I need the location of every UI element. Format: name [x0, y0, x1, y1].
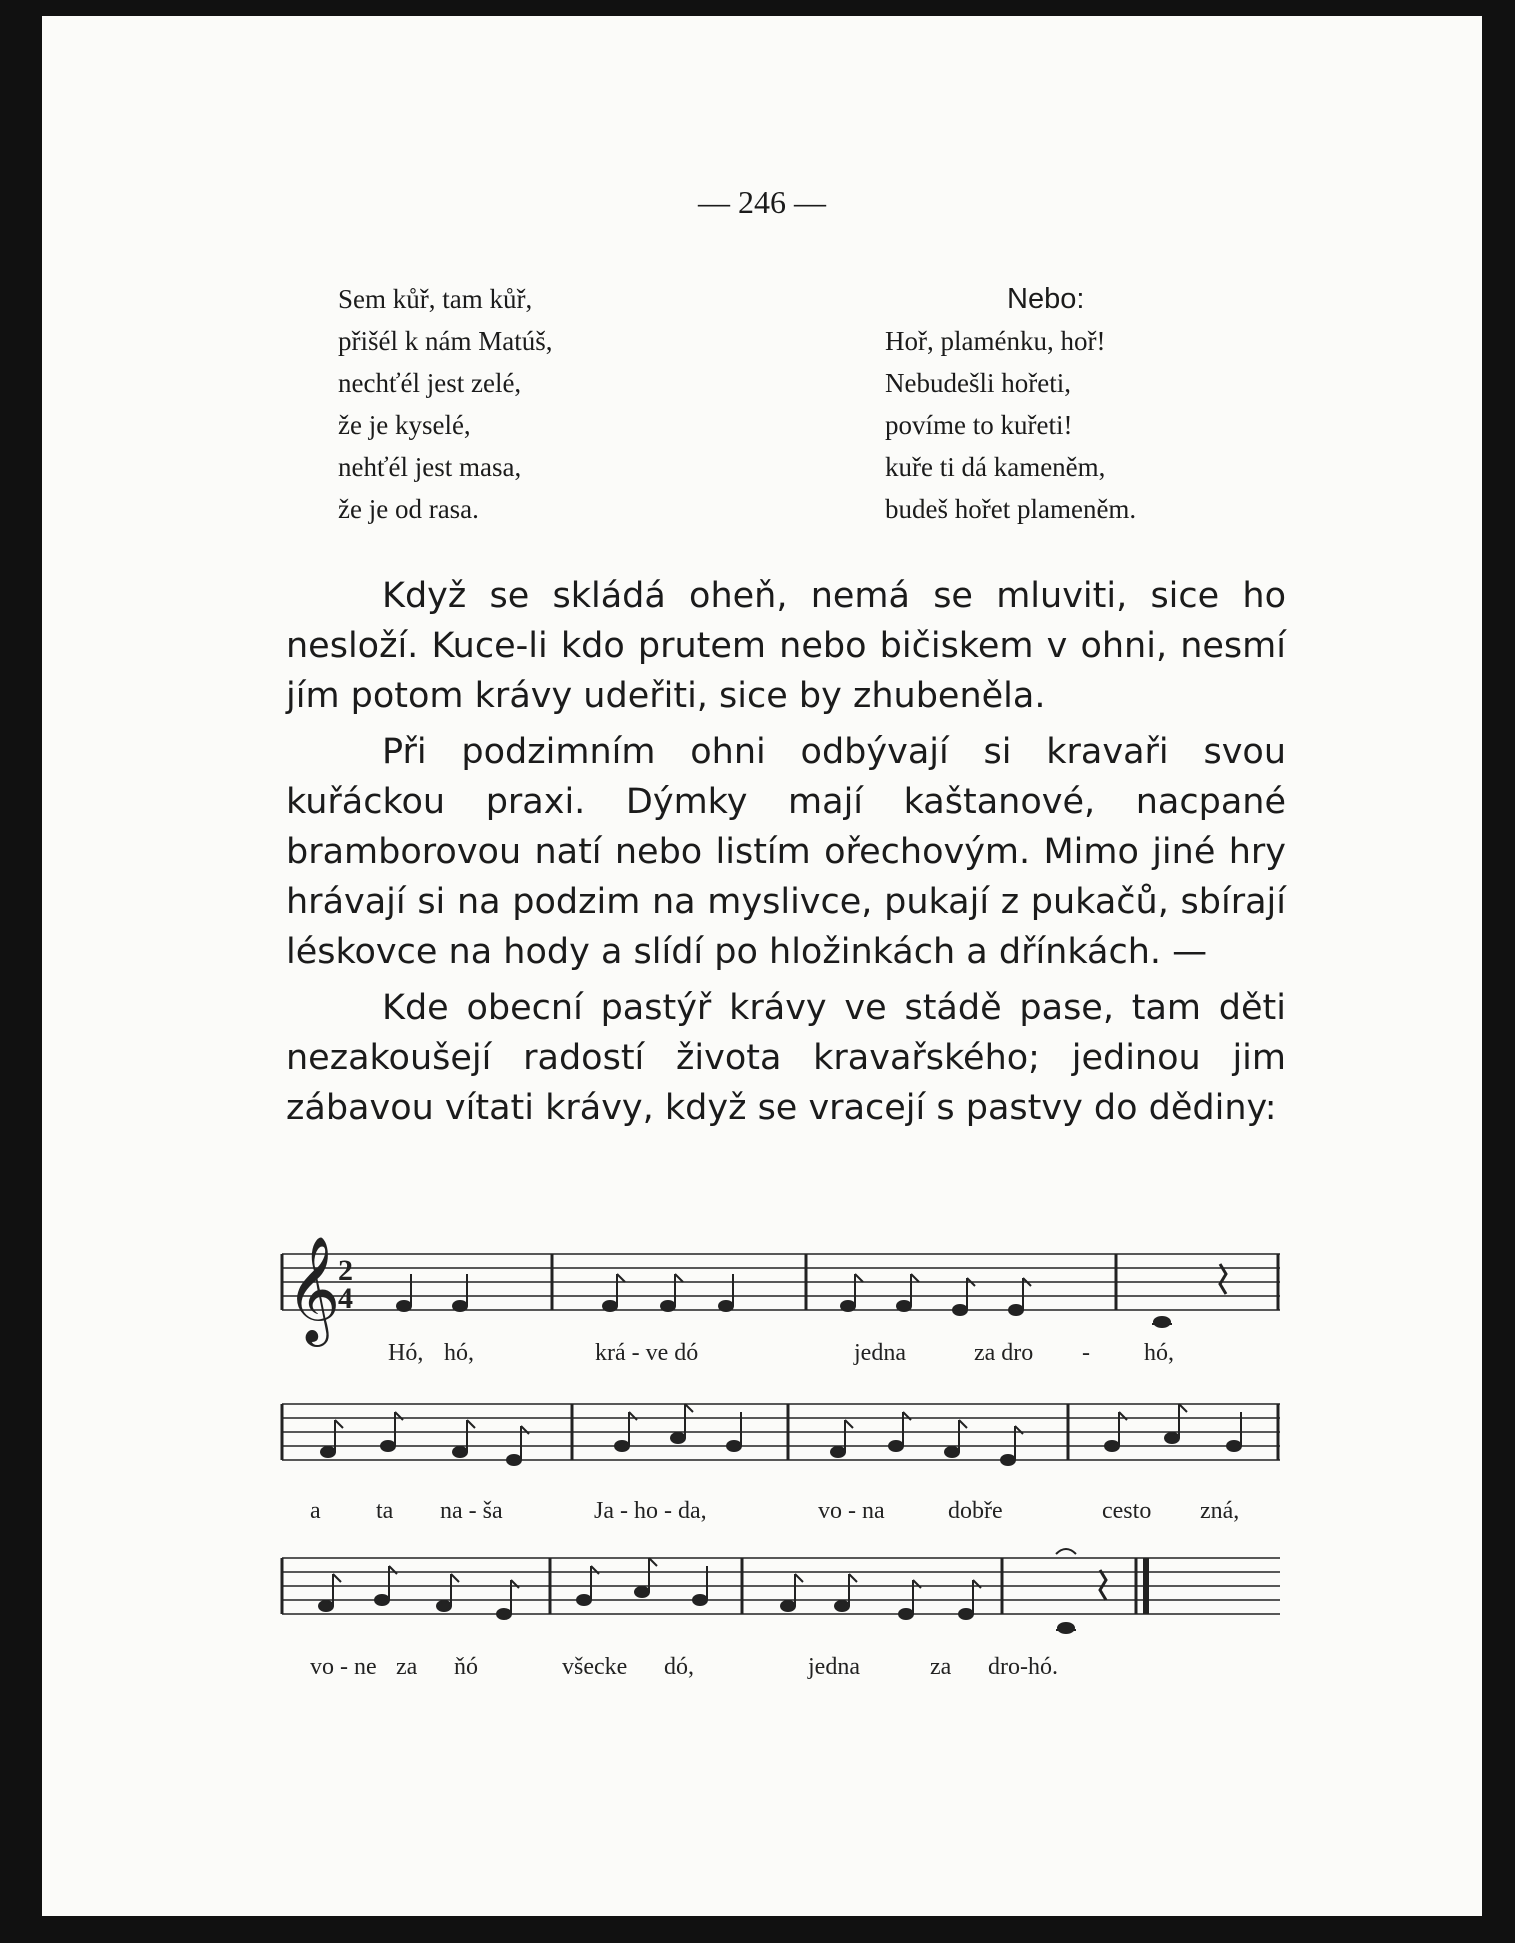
verse-line: povíme to kuřeti!: [885, 410, 1073, 440]
svg-text:vo - ne: vo - ne: [310, 1654, 377, 1680]
svg-text:hó,: hó,: [1144, 1340, 1174, 1366]
svg-text:dobře: dobře: [948, 1498, 1003, 1524]
music-notation: [42, 1236, 1482, 1696]
verse-line: budeš hořet plameněm.: [885, 494, 1137, 524]
verse-line: Nebudešli hořeti,: [885, 368, 1071, 398]
svg-text:Hó,: Hó,: [388, 1340, 424, 1366]
body-text: [286, 571, 1286, 1139]
paragraph: Při podzimním ohni odbývají si kravaři svou kuřáckou praxi. Dýmky mají kaštanové, nacpané bramborovou natí nebo listím ořechovým. Mimo jiné hry hrávají si na podzim na myslivce, pukají z pukačů, sbírají léskovce na hody a slídí po hložinkách a dřínkách. —: [286, 732, 1286, 972]
lyrics-line-3: [310, 1654, 1058, 1680]
svg-text:ňó: ňó: [454, 1654, 478, 1680]
verse-left: [338, 278, 718, 530]
staff-system-1: [282, 1254, 1280, 1310]
staff-system-2: [282, 1404, 1280, 1460]
notes-system-2: [321, 1404, 1241, 1465]
svg-text:zná,: zná,: [1200, 1498, 1240, 1524]
svg-text:-: -: [1082, 1340, 1090, 1366]
verse-heading: Nebo:: [1007, 283, 1085, 315]
svg-text:za dro: za dro: [974, 1340, 1034, 1366]
lyrics-line-2: [310, 1498, 1239, 1524]
treble-clef-icon: [286, 1237, 340, 1347]
svg-text:vo - na: vo - na: [818, 1498, 885, 1524]
svg-text:Ja - ho - da,: Ja - ho - da,: [594, 1498, 707, 1524]
svg-text:na - ša: na - ša: [440, 1498, 503, 1524]
svg-text:hó,: hó,: [444, 1340, 474, 1366]
svg-text:za: za: [396, 1654, 418, 1680]
verse-line: přišél k nám Matúš,: [338, 326, 553, 356]
svg-text:jedna: jedna: [808, 1654, 860, 1680]
time-signature: [338, 1254, 353, 1315]
notes-system-3: [319, 1549, 1106, 1633]
svg-text:jedna: jedna: [854, 1340, 906, 1366]
svg-text:4: 4: [338, 1282, 353, 1315]
verse-line: nehťél jest masa,: [338, 452, 522, 482]
svg-text:2: 2: [338, 1254, 353, 1287]
svg-text:krá - ve dó: krá - ve dó: [595, 1340, 699, 1366]
verse-line: Hoř, plaménku, hoř!: [885, 326, 1106, 356]
verse-line: nechťél jest zelé,: [338, 368, 522, 398]
svg-text:a: a: [310, 1498, 321, 1524]
svg-text:𝄞: 𝄞: [286, 1238, 341, 1340]
svg-text:dro-hó.: dro-hó.: [988, 1654, 1058, 1680]
paragraph: Když se skládá oheň, nemá se mluviti, sice ho nesloží. Kuce-li kdo prutem nebo bičiskem v ohni, nesmí jím potom krávy udeřiti, sice by zhubeněla.: [286, 576, 1286, 716]
svg-text:cesto: cesto: [1102, 1498, 1152, 1524]
svg-text:všecke: všecke: [562, 1654, 628, 1680]
verse-right: [885, 278, 1285, 530]
svg-text:za: za: [930, 1654, 952, 1680]
book-page: [42, 16, 1482, 1916]
verse-line: kuře ti dá kameněm,: [885, 452, 1106, 482]
verse-line: že je od rasa.: [338, 494, 479, 524]
verse-line: že je kyselé,: [338, 410, 471, 440]
lyrics-line-1: [388, 1340, 1174, 1366]
verse-line: Sem kůř, tam kůř,: [338, 284, 533, 314]
paragraph: Kde obecní pastýř krávy ve stádě pase, tam děti nezakoušejí radostí života kravařského; jedinou jim zábavou vítati krávy, když se vracejí s pastvy do dědiny:: [286, 988, 1286, 1128]
svg-text:dó,: dó,: [664, 1654, 694, 1680]
page-number: — 246 —: [698, 184, 826, 220]
svg-text:ta: ta: [376, 1498, 394, 1524]
